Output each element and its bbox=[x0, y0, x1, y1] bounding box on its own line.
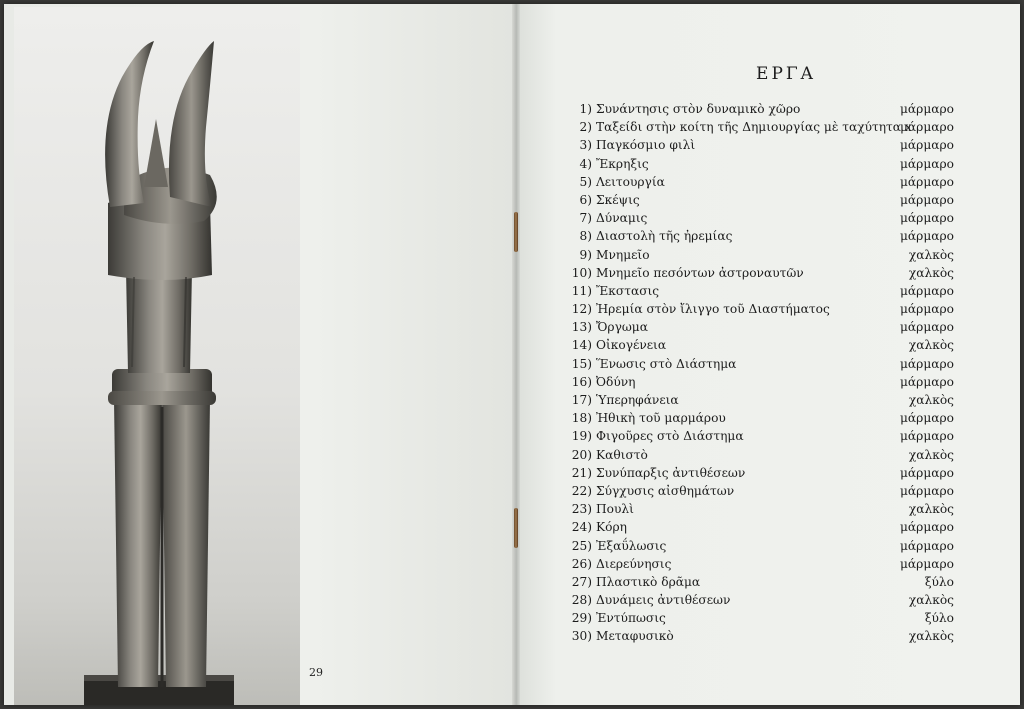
work-title: Διερεύνησις bbox=[596, 556, 672, 571]
work-material: μάρμαρο bbox=[900, 538, 954, 553]
work-list-item bbox=[564, 282, 964, 300]
work-title: Ἕνωσις στὸ Διάστημα bbox=[596, 356, 737, 371]
gutter bbox=[512, 4, 520, 705]
work-list-item bbox=[564, 609, 964, 627]
sculpture-base bbox=[84, 679, 234, 705]
work-number: 15) bbox=[571, 356, 592, 371]
work-material: μάρμαρο bbox=[900, 483, 954, 498]
work-material: μάρμαρο bbox=[900, 120, 954, 135]
work-number: 17) bbox=[571, 393, 592, 407]
work-list-item bbox=[564, 118, 964, 136]
work-list-item bbox=[564, 173, 964, 191]
work-material: χαλκὸς bbox=[908, 502, 954, 517]
work-list-item bbox=[564, 264, 964, 282]
work-title: Συνάντησις στὸν δυναμικὸ χῶρο bbox=[596, 102, 801, 116]
work-list-item bbox=[564, 191, 964, 209]
work-list-item bbox=[564, 136, 964, 154]
work-list-item bbox=[564, 300, 964, 318]
work-title: Σκέψις bbox=[596, 192, 640, 207]
sculpture-center-spike bbox=[144, 119, 168, 187]
work-material: ξύλο bbox=[924, 611, 954, 626]
work-material: μάρμαρο bbox=[900, 211, 954, 226]
page-number: 29 bbox=[309, 666, 323, 679]
work-title: Παγκόσμιο φιλὶ bbox=[596, 138, 696, 153]
work-title: Συνύπαρξις ἀντιθέσεων bbox=[596, 465, 746, 480]
work-material: μάρμαρο bbox=[900, 174, 954, 189]
staple-bottom bbox=[514, 508, 518, 548]
work-title: Μνημεῖο bbox=[596, 247, 650, 262]
work-number: 6) bbox=[579, 192, 592, 207]
wooden-sculpture-image bbox=[14, 7, 300, 705]
work-title: Ταξείδι στὴν κοίτη τῆς Δημιουργίας μὲ ταχύτητα x bbox=[596, 120, 912, 135]
work-material: μάρμαρο bbox=[900, 520, 954, 535]
work-number: 18) bbox=[571, 411, 592, 426]
work-number: 25) bbox=[571, 538, 592, 553]
work-number: 4) bbox=[579, 156, 592, 171]
work-number: 7) bbox=[579, 211, 592, 226]
work-number: 29) bbox=[571, 611, 592, 626]
work-title: Ὑπερηφάνεια bbox=[596, 393, 679, 407]
work-title: Ἐξαΰλωσις bbox=[596, 538, 667, 553]
work-number: 8) bbox=[579, 229, 592, 244]
work-list-item bbox=[564, 336, 964, 354]
work-number: 27) bbox=[571, 574, 592, 589]
work-material: μάρμαρο bbox=[900, 102, 954, 116]
work-number: 1) bbox=[579, 102, 592, 116]
work-number: 22) bbox=[571, 483, 592, 498]
works-title: ΕΡΓΑ bbox=[756, 64, 816, 84]
work-list-item bbox=[564, 446, 964, 464]
work-number: 30) bbox=[571, 629, 592, 644]
work-list-item bbox=[564, 500, 964, 518]
work-title: Σύγχυσις αἰσθημάτων bbox=[596, 483, 735, 498]
work-material: μάρμαρο bbox=[900, 465, 954, 480]
work-list-item bbox=[564, 155, 964, 173]
left-page bbox=[4, 4, 516, 705]
work-list-item bbox=[564, 209, 964, 227]
work-list-item bbox=[564, 518, 964, 536]
work-title: Φιγοῦρες στὸ Διάστημα bbox=[596, 429, 744, 444]
work-title: Ἠρεμία στὸν ἴλιγγο τοῦ Διαστήματος bbox=[596, 302, 830, 317]
work-number: 5) bbox=[579, 174, 592, 189]
work-number: 20) bbox=[571, 447, 592, 462]
work-title: Μνημεῖο πεσόντων ἀστροναυτῶν bbox=[596, 265, 804, 280]
work-list-item bbox=[564, 555, 964, 573]
work-list-item bbox=[564, 318, 964, 336]
work-number: 2) bbox=[579, 120, 592, 135]
work-list-item bbox=[564, 573, 964, 591]
work-list-item bbox=[564, 482, 964, 500]
work-material: χαλκὸς bbox=[908, 447, 954, 462]
work-title: Κόρη bbox=[596, 520, 627, 535]
work-number: 26) bbox=[571, 556, 592, 571]
work-number: 21) bbox=[571, 465, 592, 480]
work-title: Πουλὶ bbox=[596, 502, 634, 517]
work-title: Πλαστικὸ δρᾶμα bbox=[596, 574, 701, 589]
work-material: μάρμαρο bbox=[900, 229, 954, 244]
work-material: μάρμαρο bbox=[900, 374, 954, 389]
sculpture-photo bbox=[14, 7, 300, 705]
work-number: 16) bbox=[571, 374, 592, 389]
work-list-item bbox=[564, 246, 964, 264]
work-material: χαλκὸς bbox=[908, 593, 954, 608]
work-material: χαλκὸς bbox=[908, 265, 954, 280]
work-title: Μεταφυσικὸ bbox=[596, 629, 674, 644]
work-title: Λειτουργία bbox=[596, 174, 665, 189]
work-material: μάρμαρο bbox=[900, 283, 954, 298]
work-number: 19) bbox=[571, 429, 592, 444]
work-number: 23) bbox=[571, 502, 592, 517]
work-list-item bbox=[564, 391, 964, 409]
work-list-item bbox=[564, 627, 964, 645]
staple-top bbox=[514, 212, 518, 252]
work-number: 12) bbox=[571, 302, 592, 317]
work-title: Δύναμις bbox=[596, 211, 648, 226]
work-material: μάρμαρο bbox=[900, 302, 954, 317]
work-number: 3) bbox=[579, 138, 592, 153]
work-material: μάρμαρο bbox=[900, 320, 954, 335]
work-number: 9) bbox=[579, 247, 592, 262]
work-list-item bbox=[564, 409, 964, 427]
work-title: Ἔκρηξις bbox=[596, 156, 649, 171]
work-number: 10) bbox=[571, 265, 592, 280]
work-material: χαλκὸς bbox=[908, 247, 954, 262]
work-title: Καθιστὸ bbox=[596, 447, 648, 462]
work-number: 14) bbox=[571, 338, 592, 353]
work-number: 24) bbox=[571, 520, 592, 535]
work-list-item bbox=[564, 464, 964, 482]
work-material: μάρμαρο bbox=[900, 429, 954, 444]
work-list-item bbox=[564, 591, 964, 609]
work-material: μάρμαρο bbox=[900, 356, 954, 371]
booklet-spread bbox=[4, 4, 1020, 705]
work-title: Ἔκστασις bbox=[596, 283, 660, 298]
work-title: Ὀδύνη bbox=[596, 374, 636, 389]
work-material: μάρμαρο bbox=[900, 192, 954, 207]
work-material: μάρμαρο bbox=[900, 411, 954, 426]
sculpture-torso bbox=[126, 269, 192, 373]
sculpture-left-leg bbox=[114, 399, 162, 687]
work-material: χαλκὸς bbox=[908, 629, 954, 644]
work-list-item bbox=[564, 227, 964, 245]
work-title: Ἠθικὴ τοῦ μαρμάρου bbox=[596, 411, 726, 426]
work-number: 28) bbox=[571, 593, 592, 608]
work-material: μάρμαρο bbox=[900, 556, 954, 571]
work-list-item bbox=[564, 100, 964, 118]
work-material: χαλκὸς bbox=[908, 338, 954, 353]
work-title: Οἰκογένεια bbox=[596, 338, 667, 353]
work-number: 13) bbox=[571, 320, 592, 335]
work-title: Ὄργωμα bbox=[596, 320, 648, 335]
works-list bbox=[564, 100, 964, 646]
work-material: ξύλο bbox=[924, 574, 954, 589]
sculpture-right-leg bbox=[162, 399, 210, 687]
work-title: Δυνάμεις ἀντιθέσεων bbox=[596, 593, 731, 608]
work-title: Διαστολὴ τῆς ἠρεμίας bbox=[596, 229, 733, 244]
work-material: μάρμαρο bbox=[900, 138, 954, 153]
work-list-item bbox=[564, 427, 964, 445]
work-material: χαλκὸς bbox=[908, 393, 954, 407]
work-title: Ἐντύπωσις bbox=[596, 611, 666, 626]
work-list-item bbox=[564, 373, 964, 391]
work-list-item bbox=[564, 355, 964, 373]
work-list-item bbox=[564, 537, 964, 555]
work-material: μάρμαρο bbox=[900, 156, 954, 171]
work-number: 11) bbox=[571, 283, 592, 298]
